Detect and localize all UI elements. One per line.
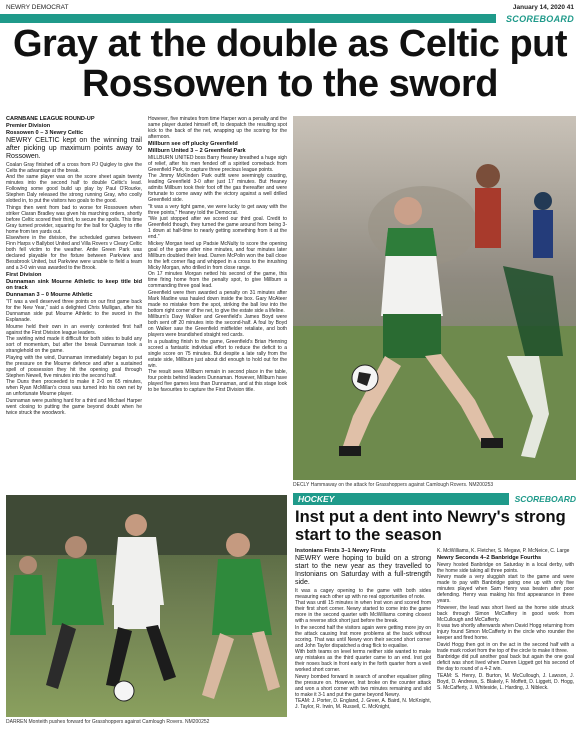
score-line: Rossowen 0 – 3 Newry Celtic [6, 130, 84, 136]
score-line: Dunnaman 3 – 0 Mourne Athletic [6, 292, 93, 298]
paragraph: David Hogg then got in on the act in the second half with a trade mark rocket from the top of the circle to make it three. [437, 641, 574, 654]
paragraph: Banbridge did pull another goal back but again the one goal deficit was short lived when Darren Liggett got his second of the day to round of a 4-2 win. [437, 654, 574, 672]
paragraph: That was until 15 minutes in when Inst won and scored from their first short corner. Newry started to come into the game more in the second quarter with McWilliams coming closest with a reverse stick short just before the break. [295, 600, 431, 624]
masthead [0, 0, 580, 13]
kicker: CARNBANE LEAGUE ROUND-UP [6, 116, 95, 122]
match-photo-bottom [6, 495, 287, 717]
subheading: Dunnaman sink Mourne Athletic to keep title bid on track [6, 278, 142, 291]
hockey-headline: Inst put a dent into Newry's strong start to the season [295, 508, 566, 544]
paragraph: Greenfield were then awarded a penalty on 31 minutes after Mark Madine was hauled down inside the box. Gary McAteer made no mistake from the spot, striking the ball low into the bottom right corner of the net, to give the estate side a lifeline. [148, 289, 287, 314]
lead-paragraph: NEWRY were hoping to build on a strong start to the new year as they travelled to Instonians on Saturday with a full-strength side. [295, 555, 431, 586]
paragraph: Newry hosted Banbridge on Saturday in a local derby, with the home side taking all three points. [437, 561, 574, 574]
paragraph: However, the lead was short lived as the home side struck back through Simon McCaffery in good work from McCullough and McCafferty. [437, 604, 574, 623]
paragraph: "IT was a well deserved three points on our first game back for the New Year," said a delighted Chris Mulligan, after his Dunnaman side put Mourne Athletic to the sword in the Esplanade. [6, 299, 142, 323]
article-column-2 [148, 116, 287, 490]
date-page: January 14, 2020 41 [512, 4, 574, 11]
lead-paragraph: NEWRY CELTIC kept on the winning trail after picking up maximum points away to Rossowen. [6, 137, 142, 160]
section-bar [0, 14, 580, 23]
paragraph: Mickey Morgan teed up Padsie McNulty to score the opening goal of the game after nine minutes, and four minutes later Millburn doubled their lead. Darren McPolin won the ball close to the left corner flag and whipped in a cross to the inrushing Micky Morgan, who drilled in from close range. [148, 240, 287, 271]
paragraph: K. McWilliams, K. Fletcher, S. Megaw, P. McNeice, C. Large [437, 548, 570, 554]
paragraph: Elsewhere in the division, the scheduled games between Finn Harps v Ballybot United and Villa Rovers v Cleary Celtic both fell victim to the weather. Antie Green Park was declared playable for the fixture between Parkview and Bessbrook United, but Parkview were unable to field a team and a 3-0 win was awarded to the Brook. [6, 235, 142, 271]
score-line: Newry Seconds 4–2 Banbridge Fourths [437, 554, 542, 561]
paragraph: MILLBURN UNITED boss Barry Heaney breathed a huge sigh of relief, after his men fended off a spirited comeback from Greenfield Park, to capture three precious league points. [148, 154, 287, 173]
paragraph: Coalan Gray finished off a cross from PJ Quigley to give the Celts the advantage at the break. [6, 161, 142, 174]
paragraph: It was two shortly afterwards when David Hogg returning from injury found Simon McCafferty in the circle who rounder the keeper and fired home. [437, 623, 574, 641]
paper-name: NEWRY DEMOCRAT [6, 4, 69, 11]
paragraph: The Jimmy McKinden Park outfit were seemingly coasting, leading Greenfield 3-0 after just 17 minutes. But Heaney admits Millburn took their foot off the gas thereafter and were fortunate to come away with the victory against a well drilled Greenfield side. [148, 173, 287, 203]
division-heading: First Division [6, 271, 42, 278]
paragraph: It was a cagey opening to the game with both sides measuring each other up with no real opportunities of note. [295, 587, 431, 600]
paragraph: In a pulsating finish to the game, Greenfield's Brian Henning scored a fantastic individual effort to reduce the deficit to a single score on 75 minutes. But despite a late rally from the estate side, Millburn just about did enough to hold out for the win. [148, 338, 287, 369]
football-photo-illustration [293, 116, 576, 480]
paragraph: And the same player was on the score sheet again twenty minutes into the second half to double Celtic's lead. Following some good build up play by Paul O'Rourke, Stephen Daly released the strong running Gray, who coolly slotted in, to put the visitors two goals to the good. [6, 174, 142, 204]
paragraph: "We just stopped after we scored our third goal. Credit to Greenfield though, they turned the game around from being 3-1 down at half-time to nearly getting something from it at the end." [148, 216, 287, 240]
paragraph: Things then went from bad to worse for Rossowen when striker Ciaran Bradley was given his marching orders, shortly before Celtic scored their third, to secure the spoils. This time Gray turned provider, squaring for the ball for Quigley to rifle home from ten yards out. [6, 204, 142, 235]
photo-caption-top: DECLY Hammaway on the attack for Grasshoppers against Camlough Rovers. NM200253 [293, 482, 494, 488]
hockey-label: HOCKEY [298, 494, 335, 504]
photo-caption-bottom: DARREN Monteith pushes forward for Grasshoppers against Camlough Rovers. NM200252 [6, 719, 210, 725]
paragraph: Playing with the wind, Dunnaman immediately began to put the pressure on the Mourne defence and after a sustained spell of possession they hit the opening goal through Stephen Newell, five minutes into the second half. [6, 354, 142, 379]
hockey-column-a [295, 548, 431, 734]
division-heading: Premier Division [6, 123, 51, 129]
hockey-column-b [437, 548, 574, 734]
hockey-section-tag: SCOREBOARD [509, 493, 580, 505]
score-line: Instonians Firsts 3–1 Newry Firsts [295, 548, 386, 554]
paragraph: Dunnaman were pushing hard for a third and Michael Harper went closing to putting the game beyond doubt when he twice struck the woodwork. [6, 397, 142, 416]
paragraph: On 17 minutes Morgan netted his second of the game, this time firing home from the penalty spot, to give Millburn a commanding three goal lead. [148, 271, 287, 289]
score-line: Millburn United 3 – 2 Greenfield Park [148, 147, 246, 154]
paragraph: However, five minutes from time Harper won a penalty and the same player dusted himself off, to despatch the resulting spot kick to the back of the net, wrapping up the scoring for the afternoon. [148, 116, 287, 140]
paragraph: Newry made a very sluggish start to the game and were made to pay with Banbridge going one up with only five minutes played when Sam Henry was beaten after poor defending. Henry was making his first appearance in three years. [437, 574, 574, 604]
section-tag: SCOREBOARD [496, 14, 580, 24]
paragraph: "It was a very tight game, we were lucky to get away with the three points," Heaney told the Democrat. [148, 203, 287, 216]
match-photo-top [293, 116, 576, 480]
paragraph: In the second half the visitors again were getting more joy on the attack causing Inst more problems at the back without scoring. That was until Newry won their second short corner and John Taylor dispatched a drag flick to equalise. [295, 624, 431, 649]
paragraph: TEAM: J. Porter, D. England, J. Greer, A. Baird, N. McKnight, J. Taylor, R. Irwin, M. Russell, C. McKnight, [295, 698, 431, 710]
main-headline: Gray at the double as Celtic put Rossowen to the sword [12, 23, 568, 105]
paragraph: TEAM: S. Henry, D. Burton, M. McCullough, J. Lawson, J. Boyd, D. Andrews, S. Blakely, F. Moffett, D. Liggett, D. Hogg, S. McCafferty, J. Whiteside, L. Harding, J. Nibleck. [437, 672, 574, 691]
paragraph: With both teams on level terms neither side wanted to make any mistakes as the third quarter came to an end. Inst got their noses back in front early in the forth quarter from a well worked short corner. [295, 649, 431, 673]
paragraph: The Duns then proceeded to make it 2-0 on 65 minutes, when Ryan McMillan's cross was turned into his own net by an unfortunate Mourne player. [6, 379, 142, 397]
paragraph: Newry bombed forward in search of another equaliser piling the pressure on. However, Inst broke on the counter attack and won a short corner with two minutes remaining and slid to make it 3-1 and put the game beyond Newry. [295, 673, 431, 698]
paragraph: The swirling wind made it difficult for both sides to build any sort of momentum, but after the break Dunnaman took a stranglehold on the game. [6, 336, 142, 354]
subheading: Millburn see off plucky Greenfield [148, 140, 238, 147]
paragraph: The result sees Millburn remain in second place in the table, four points behind leaders Dunnaman. However, Millburn have played five games less than Dunnaman, and at this stage look to be favourites to capture the First Division title. [148, 369, 287, 393]
article-column-1 [6, 116, 142, 490]
paragraph: Mourne held their own in an evenly contested first half against the First Division league leaders. [6, 323, 142, 336]
paragraph: Millburn's Davy Walker and Greenfield's James Boyd were both sent off 20 minutes into the second-half. A foul by Boyd on Walker saw the Greenfield midfielder retaliate, and both players were brandished straight red cards. [148, 314, 287, 338]
football-photo-illustration [6, 495, 287, 717]
